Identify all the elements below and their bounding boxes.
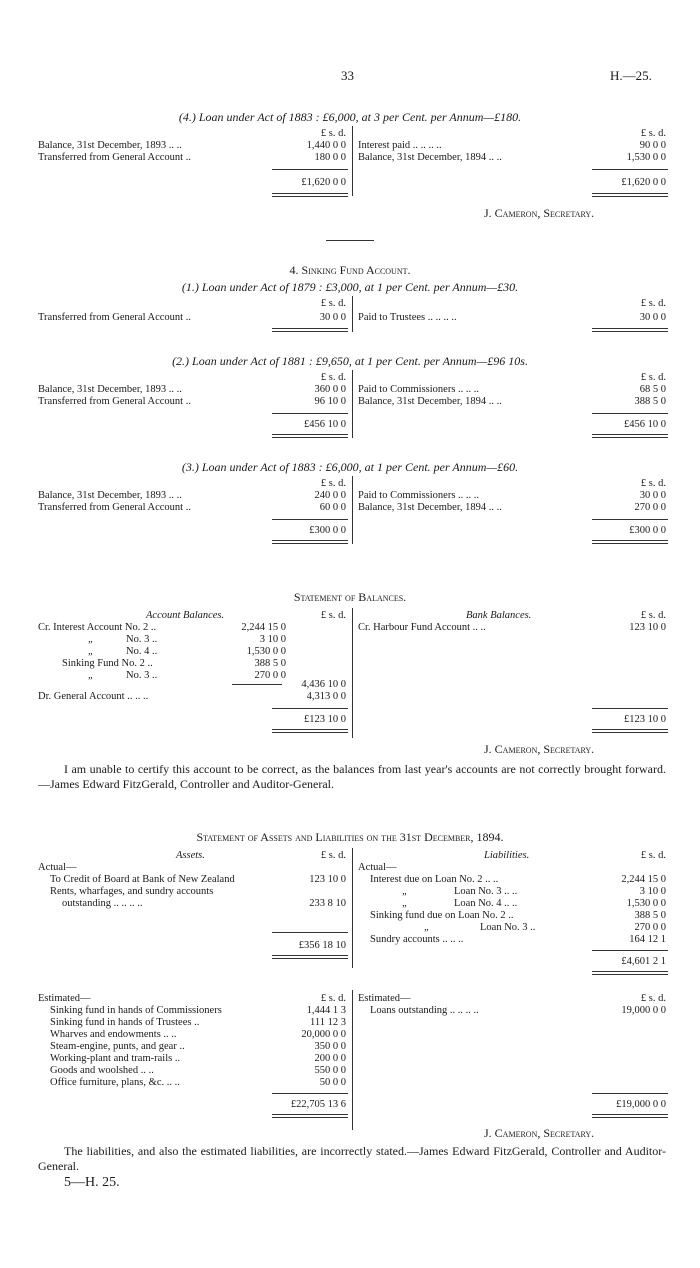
double-rule	[592, 540, 668, 544]
ledger-amount: 1,440 0 0	[306, 140, 346, 151]
ledger-amount: 68 5 0	[639, 384, 666, 395]
balance-total: £123 10 0	[304, 714, 346, 725]
balance-amount: 270 0 0	[254, 670, 286, 681]
column-divider	[352, 370, 353, 438]
liability-amount: 388 5 0	[634, 910, 666, 921]
balance-label: No. 3 ..	[126, 670, 158, 681]
ledger-amount: 30 0 0	[639, 490, 666, 501]
ditto-mark: „	[88, 634, 94, 645]
ledger-label: Paid to Commissioners .. .. ..	[358, 384, 480, 395]
ledger-amount: 180 0 0	[314, 152, 346, 163]
column-header: £ s. d.	[320, 372, 346, 383]
section-label: Actual—	[38, 862, 77, 873]
column-header: £ s. d.	[640, 298, 666, 309]
balance-label: Cr. Interest Account No. 2 ..	[38, 622, 157, 633]
ledger-label: Transferred from General Account ..	[38, 502, 191, 513]
double-rule	[272, 1114, 348, 1118]
ledger-label: Balance, 31st December, 1894 .. ..	[358, 152, 502, 163]
liability-amount: 1,530 0 0	[626, 898, 666, 909]
ditto-mark: „	[402, 898, 408, 909]
liability-total: £4,601 2 1	[621, 956, 666, 967]
double-rule	[592, 193, 668, 197]
rule	[272, 519, 348, 520]
ledger-total: £300 0 0	[309, 525, 346, 536]
liability-label: Loan No. 4 .. ..	[454, 898, 518, 909]
balance-amount: 2,244 15 0	[241, 622, 286, 633]
column-header: Liabilities.	[484, 850, 530, 861]
liability-label: Interest due on Loan No. 2 .. ..	[370, 874, 499, 885]
est-asset-label: Working-plant and tram-rails ..	[50, 1053, 181, 1064]
rule	[592, 169, 668, 170]
double-rule	[592, 971, 668, 975]
est-asset-amount: 550 0 0	[314, 1065, 346, 1076]
ledger-amount: 30 0 0	[639, 312, 666, 323]
signature: J. Cameron, Secretary.	[484, 1126, 595, 1140]
est-asset-amount: 20,000 0 0	[301, 1029, 346, 1040]
column-divider	[352, 990, 353, 1130]
section-title-loan-1883-1pc: (3.) Loan under Act of 1883 : £6,000, at 1 per Cent. per Annum—£60.	[181, 460, 519, 474]
rule	[272, 932, 348, 933]
balance-label: No. 3 ..	[126, 634, 158, 645]
asset-amount: 233 8 10	[309, 898, 346, 909]
est-asset-amount: 350 0 0	[314, 1041, 346, 1052]
asset-amount: 123 10 0	[309, 874, 346, 885]
column-header: £ s. d.	[320, 850, 346, 861]
double-rule	[272, 434, 348, 438]
est-asset-label: Sinking fund in hands of Commissioners	[50, 1005, 222, 1016]
ledger-amount: 1,530 0 0	[626, 152, 666, 163]
rule	[592, 519, 668, 520]
column-header: Account Balances.	[146, 610, 225, 621]
ledger-amount: 60 0 0	[319, 502, 346, 513]
rule	[592, 708, 668, 709]
rule	[272, 708, 348, 709]
ledger-total: £300 0 0	[629, 525, 666, 536]
column-header: £ s. d.	[640, 128, 666, 139]
double-rule	[272, 540, 348, 544]
column-header: £ s. d.	[640, 850, 666, 861]
est-asset-label: Sinking fund in hands of Trustees ..	[50, 1017, 200, 1028]
ledger-total: £456 10 0	[624, 419, 666, 430]
double-rule	[592, 1114, 668, 1118]
double-rule	[592, 729, 668, 733]
section-heading: 4. Sinking Fund Account.	[289, 263, 411, 277]
ledger-amount: 96 10 0	[314, 396, 346, 407]
est-asset-total: £22,705 13 6	[290, 1099, 346, 1110]
balance-amount: 4,313 0 0	[306, 691, 346, 702]
est-asset-amount: 111 12 3	[310, 1017, 346, 1028]
section-title-loan-1879: (1.) Loan under Act of 1879 : £3,000, at 1 per Cent. per Annum—£30.	[181, 280, 519, 294]
est-liability-label: Loans outstanding .. .. .. ..	[370, 1005, 479, 1016]
est-asset-amount: 200 0 0	[314, 1053, 346, 1064]
rule	[272, 413, 348, 414]
column-header: £ s. d.	[320, 610, 346, 621]
ledger-amount: 360 0 0	[314, 384, 346, 395]
balance-label: No. 4 ..	[126, 646, 158, 657]
asset-label: Rents, wharfages, and sundry accounts	[50, 886, 214, 897]
ditto-mark: „	[88, 670, 94, 681]
section-heading: Statement of Assets and Liabilities on the 31st December, 1894.	[196, 830, 504, 844]
column-divider	[352, 476, 353, 544]
asset-label: To Credit of Board at Bank of New Zealand	[50, 874, 235, 885]
balance-amount: 1,530 0 0	[246, 646, 286, 657]
double-rule	[592, 328, 668, 332]
balance-total: £123 10 0	[624, 714, 666, 725]
est-asset-label: Office furniture, plans, &c. .. ..	[50, 1077, 180, 1088]
balance-amount: 388 5 0	[254, 658, 286, 669]
balance-label: Cr. Harbour Fund Account .. ..	[358, 622, 486, 633]
page-footer-ref: 5—H. 25.	[64, 1175, 120, 1190]
ledger-label: Interest paid .. .. .. ..	[358, 140, 442, 151]
section-label: Estimated—	[38, 993, 91, 1004]
double-rule	[272, 328, 348, 332]
signature: J. Cameron, Secretary.	[484, 742, 595, 756]
liability-label: Loan No. 3 ..	[480, 922, 536, 933]
column-divider	[352, 126, 353, 196]
column-header: £ s. d.	[320, 298, 346, 309]
ledger-amount: 270 0 0	[634, 502, 666, 513]
ledger-label: Balance, 31st December, 1893 .. ..	[38, 140, 182, 151]
column-header: £ s. d.	[640, 478, 666, 489]
section-label: Actual—	[358, 862, 397, 873]
document-reference: H.—25.	[610, 68, 652, 83]
page-number: 33	[341, 68, 354, 83]
section-title-loan-1883-3pc: (4.) Loan under Act of 1883 : £6,000, at 3 per Cent. per Annum—£180.	[178, 110, 522, 124]
double-rule	[272, 729, 348, 733]
liability-amount: 164 12 1	[629, 934, 666, 945]
balance-label: Sinking Fund No. 2 ..	[62, 658, 153, 669]
column-header: £ s. d.	[640, 993, 666, 1004]
ledger-label: Balance, 31st December, 1894 .. ..	[358, 502, 502, 513]
column-header: £ s. d.	[640, 372, 666, 383]
ditto-mark: „	[424, 922, 430, 933]
ledger-amount: 90 0 0	[639, 140, 666, 151]
liability-label: Loan No. 3 .. ..	[454, 886, 518, 897]
ledger-amount: 240 0 0	[314, 490, 346, 501]
ledger-label: Transferred from General Account ..	[38, 152, 191, 163]
ledger-label: Balance, 31st December, 1894 .. ..	[358, 396, 502, 407]
section-title-loan-1881: (2.) Loan under Act of 1881 : £9,650, at 1 per Cent. per Annum—£96 10s.	[172, 354, 528, 368]
auditor-note: The liabilities, and also the estimated liabilities, are incorrectly stated.—James Edward FitzGerald, Controller and Auditor-General.	[38, 1144, 666, 1173]
ledger-label: Balance, 31st December, 1893 .. ..	[38, 384, 182, 395]
liability-label: Sinking fund due on Loan No. 2 ..	[370, 910, 514, 921]
column-header: £ s. d.	[320, 478, 346, 489]
est-asset-label: Wharves and endowments .. ..	[50, 1029, 177, 1040]
asset-total: £356 18 10	[298, 940, 346, 951]
ledger-total: £1,620 0 0	[301, 177, 346, 188]
liability-amount: 3 10 0	[639, 886, 666, 897]
liability-label: Sundry accounts .. .. ..	[370, 934, 464, 945]
section-label: Estimated—	[358, 993, 411, 1004]
balance-amount: 3 10 0	[259, 634, 286, 645]
ledger-total: £456 10 0	[304, 419, 346, 430]
liability-amount: 270 0 0	[634, 922, 666, 933]
asset-label: outstanding .. .. .. ..	[62, 898, 143, 909]
rule	[592, 1093, 668, 1094]
column-header: Bank Balances.	[466, 610, 532, 621]
est-asset-label: Goods and woolshed .. ..	[50, 1065, 154, 1076]
est-liability-total: £19,000 0 0	[616, 1099, 666, 1110]
rule	[592, 413, 668, 414]
est-asset-amount: 1,444 1 3	[306, 1005, 346, 1016]
est-asset-label: Steam-engine, punts, and gear ..	[50, 1041, 185, 1052]
rule	[592, 950, 668, 951]
balance-subtotal: 4,436 10 0	[301, 679, 346, 690]
liability-amount: 2,244 15 0	[621, 874, 666, 885]
rule	[272, 169, 348, 170]
section-heading: Statement of Balances.	[293, 590, 407, 604]
column-divider	[352, 848, 353, 968]
signature: J. Cameron, Secretary.	[484, 206, 595, 220]
ledger-label: Transferred from General Account ..	[38, 396, 191, 407]
column-divider	[352, 296, 353, 332]
ledger-amount: 30 0 0	[319, 312, 346, 323]
ditto-mark: „	[88, 646, 94, 657]
rule	[272, 1093, 348, 1094]
est-liability-amount: 19,000 0 0	[621, 1005, 666, 1016]
ledger-amount: 388 5 0	[634, 396, 666, 407]
est-asset-amount: 50 0 0	[319, 1077, 346, 1088]
auditor-certificate: I am unable to certify this account to be correct, as the balances from last year's accounts are not correctly brought forward.—James Edward FitzGerald, Controller and Auditor-General.	[38, 762, 666, 791]
section-divider	[326, 240, 374, 241]
column-divider	[352, 608, 353, 738]
double-rule	[272, 193, 348, 197]
column-header: £ s. d.	[320, 993, 346, 1004]
ledger-label: Paid to Commissioners .. .. ..	[358, 490, 480, 501]
double-rule	[272, 955, 348, 959]
ledger-total: £1,620 0 0	[621, 177, 666, 188]
double-rule	[592, 434, 668, 438]
balance-label: Dr. General Account .. .. ..	[38, 691, 149, 702]
ledger-label: Transferred from General Account ..	[38, 312, 191, 323]
column-header: £ s. d.	[640, 610, 666, 621]
column-header: Assets.	[176, 850, 205, 861]
ditto-mark: „	[402, 886, 408, 897]
ledger-label: Balance, 31st December, 1893 .. ..	[38, 490, 182, 501]
ledger-label: Paid to Trustees .. .. .. ..	[358, 312, 457, 323]
column-header: £ s. d.	[320, 128, 346, 139]
balance-amount: 123 10 0	[629, 622, 666, 633]
